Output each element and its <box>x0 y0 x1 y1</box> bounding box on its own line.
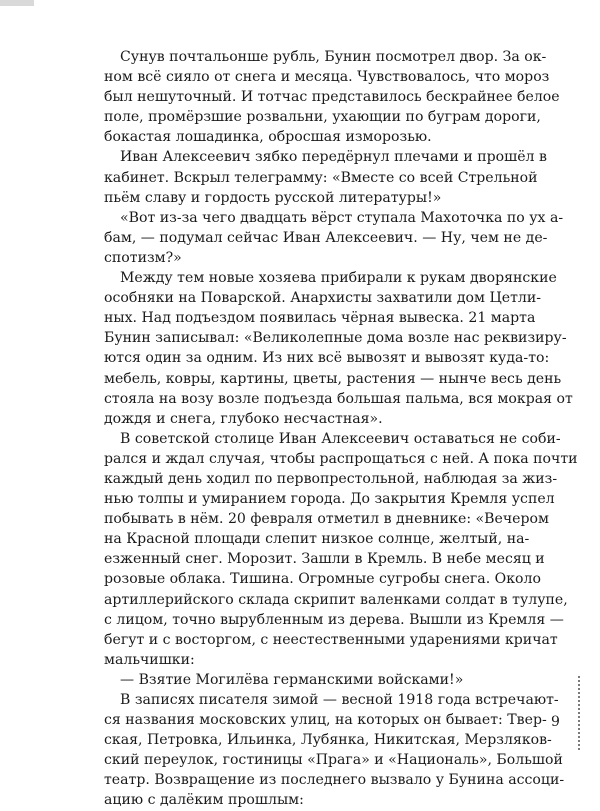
text-line: «Вот из-за чего двадцать вёрст ступала Махоточка по ух а- <box>120 209 564 226</box>
text-line: с лицом, точно вырубленным из дерева. Вышли из Кремля — <box>104 611 564 628</box>
page-number-rule <box>578 676 580 750</box>
text-line: особняки на Поварской. Анархисты захватили дом Цетли- <box>104 290 542 307</box>
text-line: мальчишки: <box>104 651 195 668</box>
text-line: пьём славу и гордость русской литературы!» <box>104 189 442 206</box>
text-line: ном всё сияло от снега и месяца. Чувствовалось, что мороз <box>104 69 550 86</box>
text-line: В советской столице Иван Алексеевич оставаться не соби- <box>120 430 561 447</box>
text-line: ются один за одним. Из них всё вывозят и вывозят куда-то: <box>104 350 550 367</box>
page-number: 9 <box>551 714 560 730</box>
text-line: каждый день ходил по первопрестольной, наблюдая за жиз- <box>104 470 558 487</box>
text-line: побывать в нём. 20 февраля отметил в дневнике: «Вечером <box>104 511 549 528</box>
text-line: спотизм?» <box>104 249 182 266</box>
text-line: театр. Возвращение из последнего вызвало у Бунина ассоци- <box>104 772 565 789</box>
text-line: Бунин записывал: «Великолепные дома возле нас реквизиру- <box>104 330 567 347</box>
text-line: Сунув почтальонше рубль, Бунин посмотрел двор. За ок- <box>120 49 547 65</box>
text-line: бегут и с восторгом, с неестественными ударениями кричат <box>104 631 558 648</box>
text-line: был нешуточный. И тотчас представилось бескрайнее белое <box>104 89 560 106</box>
corner-mark <box>0 0 34 6</box>
text-line: В записях писателя зимой — весной 1918 года встречают- <box>120 692 559 708</box>
text-line: поле, промёрзшие розвальни, ухающии по буграм дороги, <box>104 109 541 126</box>
text-line: мебель, ковры, картины, цветы, растения — нынче весь день <box>104 370 562 387</box>
text-line: дождя и снега, глубоко несчастная». <box>104 410 383 427</box>
text-line: на Красной площади слепит низкое солнце, желтый, на- <box>104 531 530 548</box>
text-line: Между тем новые хозяева прибирали к рукам дворянские <box>120 270 557 287</box>
body-text <box>104 47 578 811</box>
text-line: ацию с далёким прошлым: <box>104 792 304 809</box>
text-line: артиллерийского склада скрипит валенками солдат в тулупе, <box>104 591 568 608</box>
text-line: ская, Петровка, Ильинка, Лубянка, Никитская, Мерзляков- <box>104 732 552 749</box>
text-line: розовые облака. Тишина. Огромные сугробы снега. Около <box>104 571 541 588</box>
text-line: езженный снег. Морозит. Зашли в Кремль. В небе месяц и <box>104 551 545 568</box>
text-line: бам, — подумал сейчас Иван Алексеевич. — Ну, чем не де- <box>104 229 548 246</box>
text-line: рался и ждал случая, чтобы распрощаться с ней. А пока почти <box>104 450 578 467</box>
text-line: — Взятие Могилёва германскими войсками!» <box>120 671 464 688</box>
text-line: кабинет. Вскрыл телеграмму: «Вместе со всей Стрельной <box>104 169 538 186</box>
text-line: ся названия московских улиц, на которых он бывает: Твер- <box>104 712 547 729</box>
text-line: нью толпы и умиранием города. До закрытия Кремля успел <box>104 491 555 508</box>
text-line: стояла на возу возле подъезда большая пальма, вся мокрая от <box>104 390 573 407</box>
text-line: бокастая лошадинка, обросшая изморозью. <box>104 129 432 146</box>
text-line: ных. Над подъездом появилась чёрная вывеска. 21 марта <box>104 310 536 327</box>
text-line: ский переулок, гостиницы «Прага» и «Националь», Большой <box>104 752 563 769</box>
text-line: Иван Алексеевич зябко передёрнул плечами и прошёл в <box>120 149 547 166</box>
